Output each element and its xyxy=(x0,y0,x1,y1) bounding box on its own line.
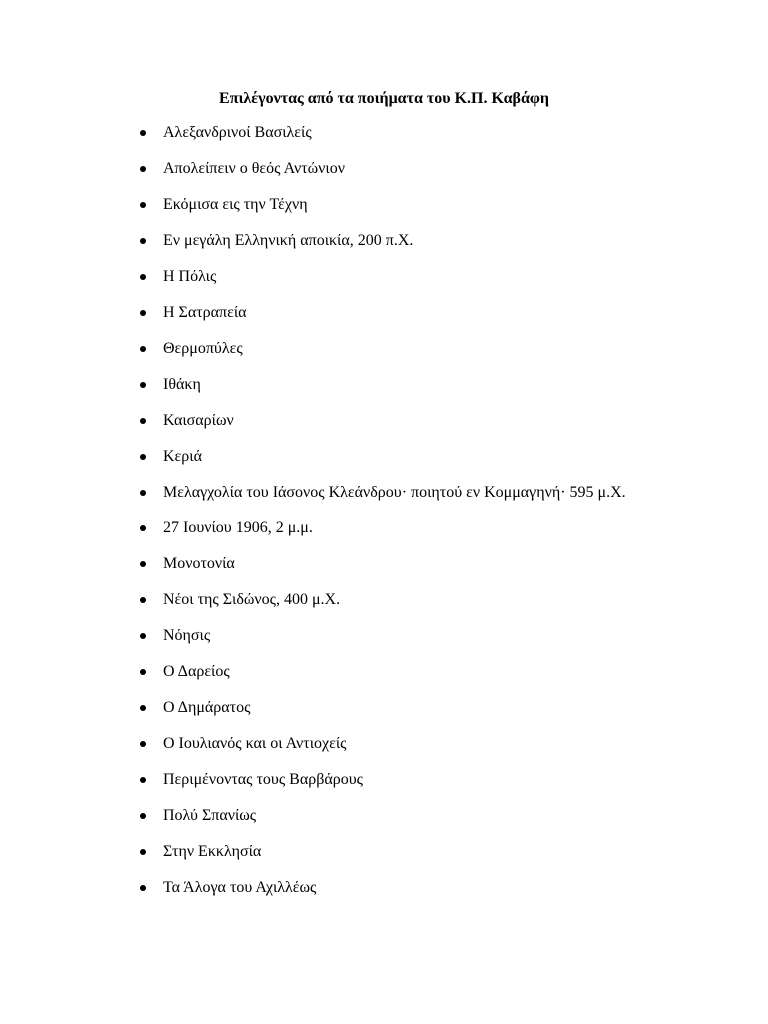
list-item-text: Η Σατραπεία xyxy=(163,304,247,321)
list-item-text: Ο Δημάρατος xyxy=(163,699,251,716)
bullet-icon xyxy=(140,238,146,244)
list-item xyxy=(0,697,768,719)
list-item xyxy=(0,230,768,252)
list-item-text: Πολύ Σπανίως xyxy=(163,807,257,824)
list-item-text: Ο Ιουλιανός και οι Αντιοχείς xyxy=(163,735,347,752)
list-item-text: Μελαγχολία του Ιάσονος Κλεάνδρου· ποιητού εν Κομμαγηνή· 595 μ.Χ. xyxy=(163,484,626,501)
list-item xyxy=(0,410,768,432)
list-item xyxy=(0,625,768,647)
bullet-icon xyxy=(140,561,146,567)
list-item-text: Καισαρίων xyxy=(163,412,234,429)
bullet-icon xyxy=(140,813,146,819)
list-item xyxy=(0,805,768,827)
bullet-icon xyxy=(140,382,146,388)
document-title: Επιλέγοντας από τα ποιήματα του Κ.Π. Καβάφη xyxy=(219,90,549,107)
list-item-text: Περιμένοντας τους Βαρβάρους xyxy=(163,771,363,788)
list-item-text: Ο Δαρείος xyxy=(163,663,230,680)
list-item xyxy=(0,446,768,468)
bullet-icon xyxy=(140,166,146,172)
list-item xyxy=(0,661,768,683)
list-item-text: Αλεξανδρινοί Βασιλείς xyxy=(163,124,312,141)
bullet-icon xyxy=(140,310,146,316)
list-item xyxy=(0,194,768,216)
list-item-text: Εν μεγάλη Ελληνική αποικία, 200 π.Χ. xyxy=(163,232,414,249)
bullet-icon xyxy=(140,741,146,747)
poem-list xyxy=(0,122,768,913)
list-item xyxy=(0,589,768,611)
list-item xyxy=(0,517,768,539)
list-item xyxy=(0,482,768,504)
bullet-icon xyxy=(140,705,146,711)
list-item-text: Απολείπειν ο θεός Αντώνιον xyxy=(163,160,345,177)
bullet-icon xyxy=(140,130,146,136)
list-item-text: Στην Εκκλησία xyxy=(163,843,262,860)
bullet-icon xyxy=(140,633,146,639)
list-item-text: Η Πόλις xyxy=(163,268,217,285)
list-item xyxy=(0,374,768,396)
bullet-icon xyxy=(140,418,146,424)
list-item xyxy=(0,302,768,324)
list-item-text: 27 Ιουνίου 1906, 2 μ.μ. xyxy=(163,519,313,536)
bullet-icon xyxy=(140,885,146,891)
bullet-icon xyxy=(140,849,146,855)
bullet-icon xyxy=(140,525,146,531)
bullet-icon xyxy=(140,777,146,783)
list-item-text: Κεριά xyxy=(163,448,202,465)
list-item xyxy=(0,266,768,288)
list-item-text: Νόησις xyxy=(163,627,211,644)
list-item-text: Εκόμισα εις την Τέχνη xyxy=(163,196,308,213)
bullet-icon xyxy=(140,202,146,208)
list-item xyxy=(0,733,768,755)
list-item xyxy=(0,158,768,180)
list-item xyxy=(0,877,768,899)
list-item-text: Τα Άλογα του Αχιλλέως xyxy=(163,879,317,896)
bullet-icon xyxy=(140,669,146,675)
list-item xyxy=(0,841,768,863)
list-item-text: Μονοτονία xyxy=(163,555,235,572)
list-item xyxy=(0,122,768,144)
list-item-text: Νέοι της Σιδώνος, 400 μ.Χ. xyxy=(163,591,341,608)
bullet-icon xyxy=(140,454,146,460)
bullet-icon xyxy=(140,274,146,280)
bullet-icon xyxy=(140,346,146,352)
list-item-text: Θερμοπύλες xyxy=(163,340,243,357)
bullet-icon xyxy=(140,597,146,603)
list-item xyxy=(0,769,768,791)
list-item-text: Ιθάκη xyxy=(163,376,201,393)
list-item xyxy=(0,338,768,360)
list-item xyxy=(0,553,768,575)
bullet-icon xyxy=(140,490,146,496)
